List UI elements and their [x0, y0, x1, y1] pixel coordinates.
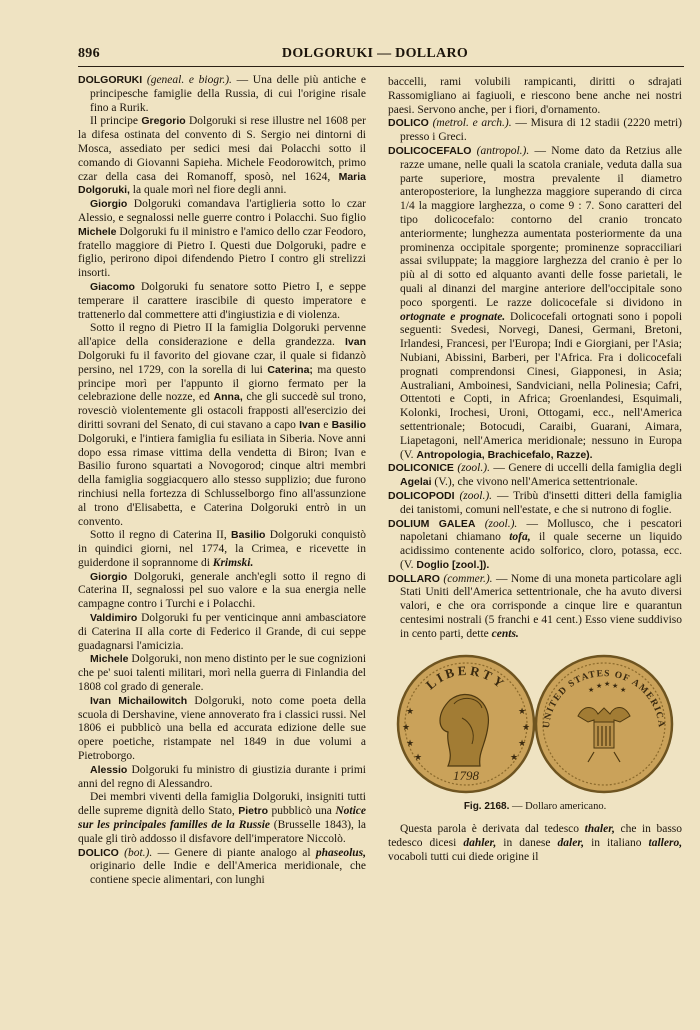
italic-term: tofa, — [509, 531, 531, 544]
entry-category: (bot.). — [124, 846, 153, 859]
book-title: Notice sur les principales familles de la Russie — [78, 805, 366, 832]
italic-term: tallero, — [648, 837, 683, 850]
text: Dolgoruki, non meno distinto per le sue cognizioni che pe' suoi talenti militari, morì nella guerra di Finlandia del 1808 col grado di generale. — [78, 653, 367, 694]
person-name: Giacomo — [90, 280, 135, 293]
paragraph — [388, 823, 682, 864]
text: Dei membri viventi della famiglia Dolgoruki, insigniti tutti delle supreme dignità dello Stato, — [78, 791, 366, 818]
italic-term: ortognate e prognate. — [400, 310, 506, 323]
page-number: 896 — [78, 46, 100, 61]
headword: DOLICOCEFALO — [388, 144, 472, 157]
headword: DOLICONICE — [388, 462, 454, 475]
entry-text: — Una delle più antiche e principesche famiglie della Russia, di cui l'origine risale fino a Rurik. — [90, 74, 366, 114]
person-name: Valdimiro — [90, 612, 138, 625]
person-name: Giorgio — [90, 198, 128, 211]
person-name: Anna, — [213, 391, 243, 404]
italic-term: cents. — [491, 627, 519, 640]
italic-term: dahler, — [463, 837, 497, 850]
svg-text:★: ★ — [510, 752, 519, 763]
entry-category: (antropol.). — [476, 144, 530, 157]
svg-text:★: ★ — [406, 738, 415, 749]
text: — Nome di una moneta particolare agli Stati Uniti dell'America settentrionale, che ha avuto diversi valori, e che ora corrisponde a cinque lire e quarantun centesimi nostrali (5 franchi e 41 cent.) Esso viene suddiviso in cento parti, dette — [400, 572, 682, 640]
figure-number: Fig. 2168. — [463, 800, 510, 812]
entry-category: (commer.). — [443, 572, 493, 585]
cross-reference: Antropologia, Brachicefalo, Razze). — [416, 448, 593, 461]
text: Dolgoruki fu per venticinque anni ambasciatore di Caterina II alla corte di Federico il Grande, di cui seppe guadagnarsi l'amicizia. — [78, 612, 367, 652]
text: che gli succedè sul trono, rovesciò violentemente gli ostacoli frapposti all'esercizio dei diritti sovrani del Senato, di cui stavano a capo — [78, 391, 366, 431]
header-rule — [78, 66, 684, 67]
text: — Genere di uccelli della famiglia degli — [493, 462, 683, 475]
page-title: DOLGORUKI — DOLLARO — [281, 46, 469, 61]
paragraph — [78, 791, 366, 846]
coin-obverse — [398, 656, 534, 792]
text: — Misura di 12 stadii (2220 metri) presso i Greci. — [400, 117, 683, 144]
continued-text: baccelli, rami volubili rampicanti, diritti o sdrajati Rassomigliano ai fagiuoli, e riescono bene anche nei nostri paesi. Servono anche, per i fiori, d'ornamento. — [388, 76, 682, 116]
entry-category: (zool.). — [459, 489, 493, 502]
svg-text:★: ★ — [414, 752, 423, 763]
person-name: Ivan — [344, 336, 366, 349]
right-column — [388, 76, 682, 865]
text: — Mollusco, che i pescatori napoletani chiamano — [400, 517, 683, 544]
entry-dolico-bot — [78, 847, 366, 888]
person-name: Pietro — [238, 805, 268, 818]
paragraph — [78, 322, 366, 529]
svg-text:★: ★ — [620, 685, 627, 694]
text: — Tribù d'insetti ditteri della famiglia dei tanistomi, comuni nell'estate, e che si nutrono di foglie. — [400, 489, 683, 516]
person-name: Ivan Michailowitch — [90, 694, 188, 707]
paragraph — [78, 653, 366, 694]
person-name: Michele — [78, 225, 117, 238]
person-name: Giorgio — [90, 570, 128, 583]
paragraph — [78, 198, 366, 281]
person-name: Basilio — [331, 418, 366, 431]
text: Dolgoruki fu ministro di giustizia durante i primi anni del regno di Alessandro. — [78, 763, 366, 790]
caption-text: — Dollaro americano. — [512, 800, 607, 812]
italic-term: daler, — [557, 837, 585, 850]
entry-category: (zool.). — [484, 517, 518, 530]
svg-text:★: ★ — [518, 738, 527, 749]
page-header — [78, 44, 672, 66]
italic-term: phaseolus, — [315, 846, 367, 859]
text: Dolgoruki fu il ministro e l'amico dello czar Feodoro, fratello maggiore di Pietro I. Questi due Dolgoruki, padre e figlio, perirono dipoi difendendo Pietro I contro gli strelizzi insorti. — [78, 225, 366, 280]
person-name: Michele — [90, 653, 129, 666]
entry-dolico-metrol — [388, 117, 682, 145]
coin-reverse — [536, 656, 672, 792]
text: in danese — [503, 837, 551, 850]
paragraph — [78, 281, 366, 322]
text: Dolgoruki, generale anch'egli sotto il regno di Caterina II, segnalossi pel suo valore e la sua energia nelle campagne contro i Turchi e i Polacchi. — [78, 570, 366, 611]
headword: DOLLARO — [388, 572, 440, 585]
dollar-coins-illustration — [388, 648, 682, 798]
entry-category: (metrol. e arch.). — [432, 117, 512, 130]
headword: DOLICO — [78, 846, 119, 859]
text: (V.), che vivono nell'America settentrionale. — [434, 476, 638, 489]
cross-reference: Doglio [zool.]). — [416, 558, 490, 571]
text: in italiano — [591, 837, 642, 850]
paragraph — [78, 571, 366, 612]
text: Dolgoruki conquistò in quindici giorni, nel 1774, la Crimea, e ricevette in guiderdone il soprannome di — [78, 529, 367, 569]
dollar-figure — [388, 648, 682, 798]
entry-dollaro — [388, 573, 682, 642]
text: Dolgoruki comandava l'artiglieria sotto lo czar Alessio, e segnalossi nelle guerre contro i Polacchi. Suo figlio — [78, 198, 366, 224]
paragraph — [78, 115, 366, 198]
svg-text:★: ★ — [406, 706, 415, 717]
svg-text:★: ★ — [596, 681, 603, 690]
coin-year: 1798 — [453, 767, 479, 783]
entry-dolium-galea — [388, 518, 682, 573]
text: Dolgoruki, noto come poeta della scuola di Dershavine, viene annoverato fra i classici russi. Nel 1806 ei pubblicò una bella ed accurata edizione delle sue opere poetiche, ristampate nel 1849 in due volumi a Pietroborgo. — [78, 694, 366, 763]
text: ma questo principe morì per l'appunto il giorno fermato per la celebrazione delle nozze, ed — [78, 363, 367, 404]
entry-doliconice — [388, 462, 682, 490]
paragraph — [78, 764, 366, 792]
coin-legend-liberty: LIBERTY — [422, 662, 510, 693]
text: originario delle Indie e dell'America meridionale, che contiene specie alimentari, con lunghi — [90, 860, 366, 887]
person-name: Ivan — [299, 418, 321, 431]
svg-text:★: ★ — [612, 681, 619, 690]
person-name: Gregorio — [141, 115, 186, 128]
cross-reference: Agelai — [400, 476, 432, 489]
figure-caption — [388, 800, 682, 814]
entry-category: (zool.). — [457, 462, 490, 475]
text: la quale morì nel fiore degli anni. — [132, 184, 287, 197]
svg-text:★: ★ — [588, 685, 595, 694]
entry-dolicocefalo — [388, 145, 682, 462]
entry-category: (geneal. e biogr.). — [146, 74, 232, 86]
text: Questa parola è derivata dal tedesco — [400, 823, 580, 836]
text: Dolgoruki fu il favorito del giovane czar, il quale si fidanzò persino, nel 1729, con la sorella di lui — [78, 349, 366, 376]
headword: DOLICOPODI — [388, 489, 455, 502]
person-name: Maria Dolgoruki, — [78, 170, 367, 197]
paragraph — [78, 612, 366, 653]
person-name: Basilio — [231, 529, 266, 542]
person-name: Alessio — [90, 763, 128, 776]
entry-dolicopodi — [388, 490, 682, 518]
svg-text:★: ★ — [518, 706, 527, 717]
text: Dolgoruki si rese illustre nel 1608 per la difesa ostinata del convento di S. Sergio nei dintorni di Mosca, assediato per sedici mesi dai Polacchi sotto il comando di Giovanni Sapieha. Michele Feodorowitch, primo czar della casa dei Romanoff, sposò, nel 1624, — [78, 115, 366, 183]
coin-legend-united-states: UNITED STATES OF AMERICA — [541, 668, 667, 729]
text: Dolgoruki fu senatore sotto Pietro I, e seppe temperare il carattere irascibile di questo imperatore e trattenerlo dal commettere atti d'ingiustizia e di violenza. — [78, 280, 367, 321]
headword: DOLGORUKI — [78, 74, 143, 86]
text: pubblicò una — [271, 805, 332, 818]
text: che in basso tedesco dicesi — [388, 823, 683, 850]
headword: DOLICO — [388, 117, 429, 130]
text: — Genere di piante analogo al — [157, 846, 311, 859]
italic-term: thaler, — [584, 823, 615, 836]
svg-text:★: ★ — [522, 722, 531, 733]
left-column — [78, 74, 366, 888]
text: vocaboli tutti cui diede origine il — [388, 851, 539, 864]
text: (Brusselle 1843), la quale gli tirò addosso il disfavore dell'imperatore Niccolò. — [78, 819, 366, 845]
text: Sotto il regno di Pietro II la famiglia Dolgoruki pervenne all'apice della considerazione e della grandezza. — [78, 322, 366, 349]
italic-term: Krimski. — [212, 556, 254, 569]
text: Dolgoruki, e l'intiera famiglia fu esiliata in Siberia. Nove anni dopo essa rimase vittima della vendetta di Biron; Ivan e Basilio furono squartati a Novogorod; cinque altri membri della famiglia soggiacquero allo stesso supplizio; due furono rinchiusi nella fortezza di Schlusselborgo fino all'assunzione al trono d'Elisabetta, e Caterina Dolgoruki entrò in un convento. — [78, 432, 366, 528]
text: Sotto il regno di Caterina II, — [90, 529, 227, 542]
text: Dolicocefali ortognati sono i popoli seguenti: Svedesi, Norvegi, Danesi, Germani, Bretoni, Irlandesi, Francesi, per l'Europa; Indi e Giorgiani, per l'Asia; Nubiani, Abissini, Barberi, per l'Africa. Fra i dolicocefali prognati comprendonsi Cinesi, Giapponesi, in Asia; Australiani, Amboinesi, Sandviciani, nella Polinesia; Cafri, Ottentoti e Copti, in Africa; Groenlandesi, Esquimali, Kolonki, Irochesi, Uroni, Ottogami, ecc., nell'America settentrionale; Botocudi, Caraibi, Guarani, Aimara, Liapetagoni, nell'America meridionale; nessuno in Europa (V. — [400, 310, 683, 461]
text: Il principe — [90, 115, 139, 128]
headword: DOLIUM GALEA — [388, 517, 476, 530]
person-name: Caterina; — [267, 363, 313, 376]
svg-text:★: ★ — [604, 679, 611, 688]
svg-text:★: ★ — [402, 722, 411, 733]
paragraph — [78, 695, 366, 764]
entry-dolgoruki — [78, 74, 366, 115]
paragraph — [78, 529, 366, 570]
text: — Nome dato da Retzius alle razze umane, nelle quali la scatola craniale, veduta dalla sua parte superiore, mostra prevalente il diametro anteroposteriore, la lunghezza maggiore superando di circa 1/4 la maggiore larghezza, o come 9 : 7. Sono caratteri del tipo dolicocefalo: contorno del cranio troncato anteriormente; lunghezza aumentata posteriormente da una prominenza occipitale sporgente; prominenze sopracciliari assai sviluppate; la maggiore larghezza del cranio è per lo più al di sotto ed alquanto avanti delle fosse parietali, le quali al dinanzi del margine anteriore dell'occipitale sono poco sporgenti. Le razze dolicocefale si dividono in — [400, 144, 683, 309]
text: e — [323, 418, 329, 431]
text: il quale secerne un liquido acidissimo contenente acido solforico, cloro, potassa, ecc. (V. — [400, 531, 683, 571]
